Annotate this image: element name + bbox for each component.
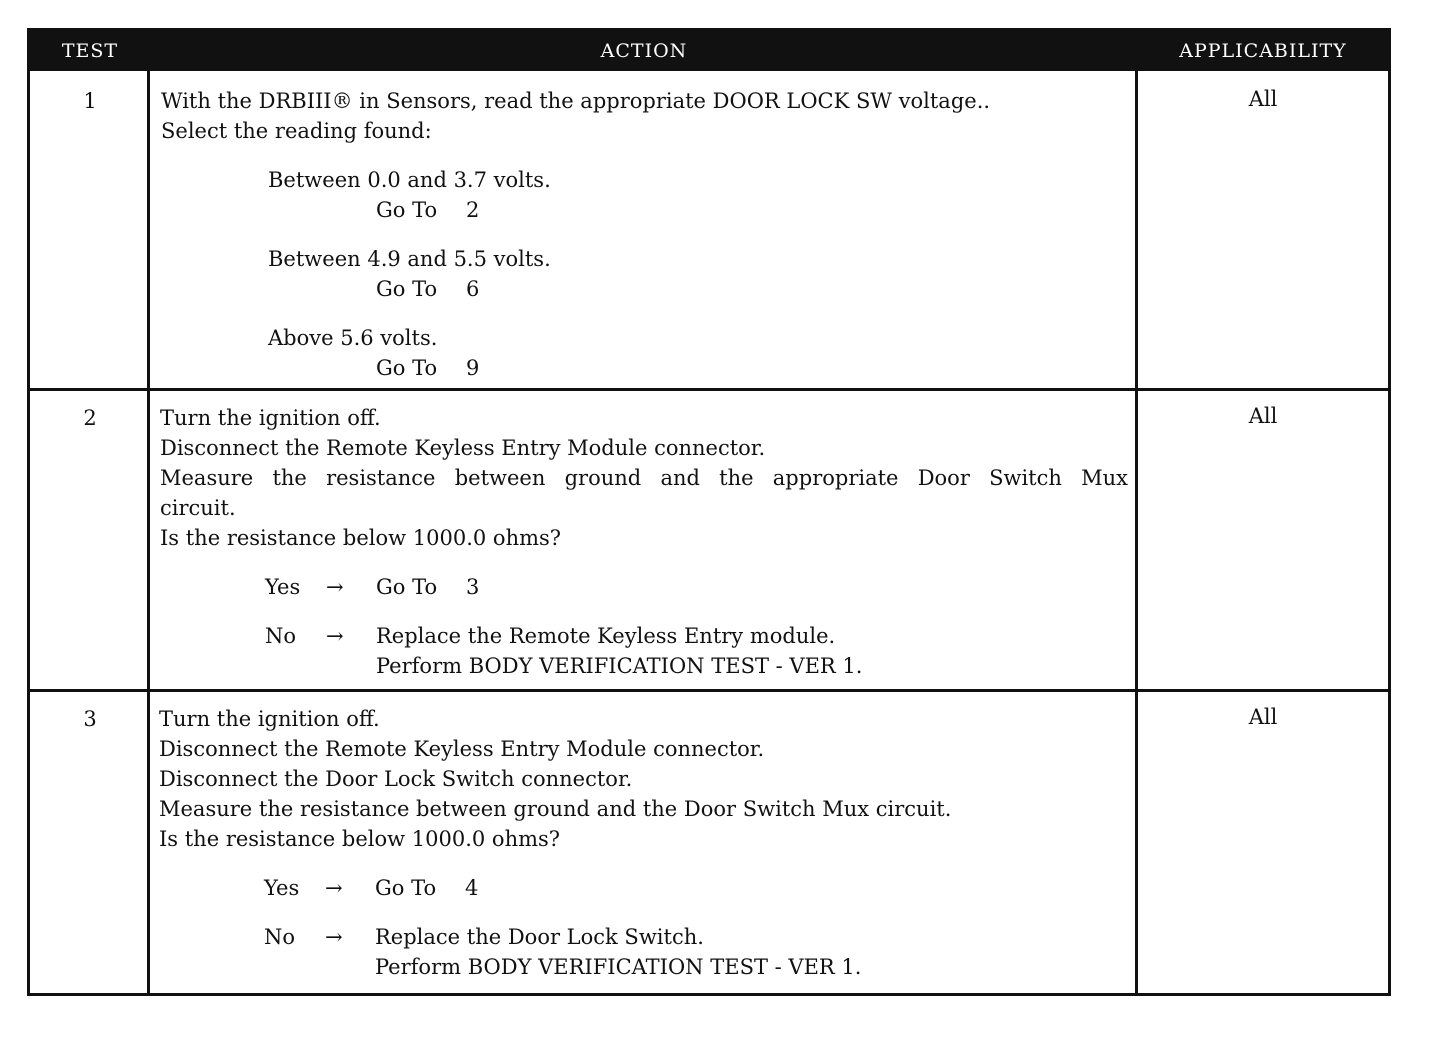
action-line: Is the resistance below 1000.0 ohms? (160, 526, 562, 550)
goto-step (375, 873, 478, 903)
table-header (30, 31, 1388, 71)
answer-yes: Yes (264, 876, 300, 900)
arrow-icon: → (326, 624, 344, 648)
table-row-test-1 (30, 74, 1388, 388)
applicability-value: All (1248, 705, 1278, 729)
action-cell (159, 704, 1127, 982)
goto-number: 3 (466, 575, 480, 599)
header-applicability: APPLICABILITY (1179, 40, 1347, 62)
header-action: ACTION (600, 40, 688, 62)
no-branch (160, 621, 1128, 651)
action-line: Disconnect the Door Lock Switch connector. (159, 767, 633, 791)
goto-label: Go To (376, 277, 438, 301)
action-line: Measure the resistance between ground and the appropriate Door Switch Mux (160, 466, 1128, 490)
action-line: circuit. (160, 496, 236, 520)
action-line: Disconnect the Remote Keyless Entry Module connector. (159, 737, 765, 761)
branch-result: Replace the Remote Keyless Entry module. (376, 624, 836, 648)
reading-option: Between 4.9 and 5.5 volts. (268, 247, 551, 271)
goto-label: Go To (375, 876, 437, 900)
action-line: Turn the ignition off. (159, 707, 380, 731)
reading-option: Between 0.0 and 3.7 volts. (268, 168, 551, 192)
goto-label: Go To (376, 198, 438, 222)
action-cell (161, 86, 1129, 383)
action-cell (160, 403, 1128, 681)
answer-no: No (265, 624, 297, 648)
goto-label: Go To (376, 575, 438, 599)
test-number: 3 (83, 707, 97, 731)
answer-no: No (264, 925, 296, 949)
action-line: Turn the ignition off. (160, 406, 381, 430)
goto-number: 2 (466, 198, 480, 222)
branch-result: Replace the Door Lock Switch. (375, 925, 704, 949)
branch-result-continued: Perform BODY VERIFICATION TEST - VER 1. (375, 955, 862, 979)
goto-step (161, 195, 1129, 225)
goto-step (161, 353, 1129, 383)
header-test: TEST (61, 40, 119, 62)
goto-number: 9 (466, 356, 480, 380)
applicability-value: All (1248, 404, 1278, 428)
answer-yes: Yes (265, 575, 301, 599)
diagnostic-test-table (27, 28, 1391, 996)
action-line: Is the resistance below 1000.0 ohms? (159, 827, 561, 851)
branch-result-continued: Perform BODY VERIFICATION TEST - VER 1. (376, 654, 863, 678)
action-line: With the DRBIII® in Sensors, read the appropriate DOOR LOCK SW voltage.. (161, 89, 991, 113)
reading-option: Above 5.6 volts. (268, 326, 438, 350)
test-number: 1 (83, 89, 97, 113)
arrow-icon: → (325, 876, 343, 900)
goto-number: 6 (466, 277, 480, 301)
table-row-test-3 (30, 692, 1388, 993)
test-number: 2 (83, 406, 97, 430)
no-branch (159, 922, 1127, 952)
yes-branch (159, 873, 1127, 903)
goto-label: Go To (376, 356, 438, 380)
table-row-test-2 (30, 391, 1388, 689)
goto-step (376, 572, 479, 602)
arrow-icon: → (326, 575, 344, 599)
action-line: Measure the resistance between ground and the Door Switch Mux circuit. (159, 797, 952, 821)
yes-branch (160, 572, 1128, 602)
goto-step (161, 274, 1129, 304)
action-line: Disconnect the Remote Keyless Entry Module connector. (160, 436, 766, 460)
applicability-value: All (1248, 87, 1278, 111)
arrow-icon: → (325, 925, 343, 949)
goto-number: 4 (465, 876, 479, 900)
action-line: Select the reading found: (161, 119, 432, 143)
